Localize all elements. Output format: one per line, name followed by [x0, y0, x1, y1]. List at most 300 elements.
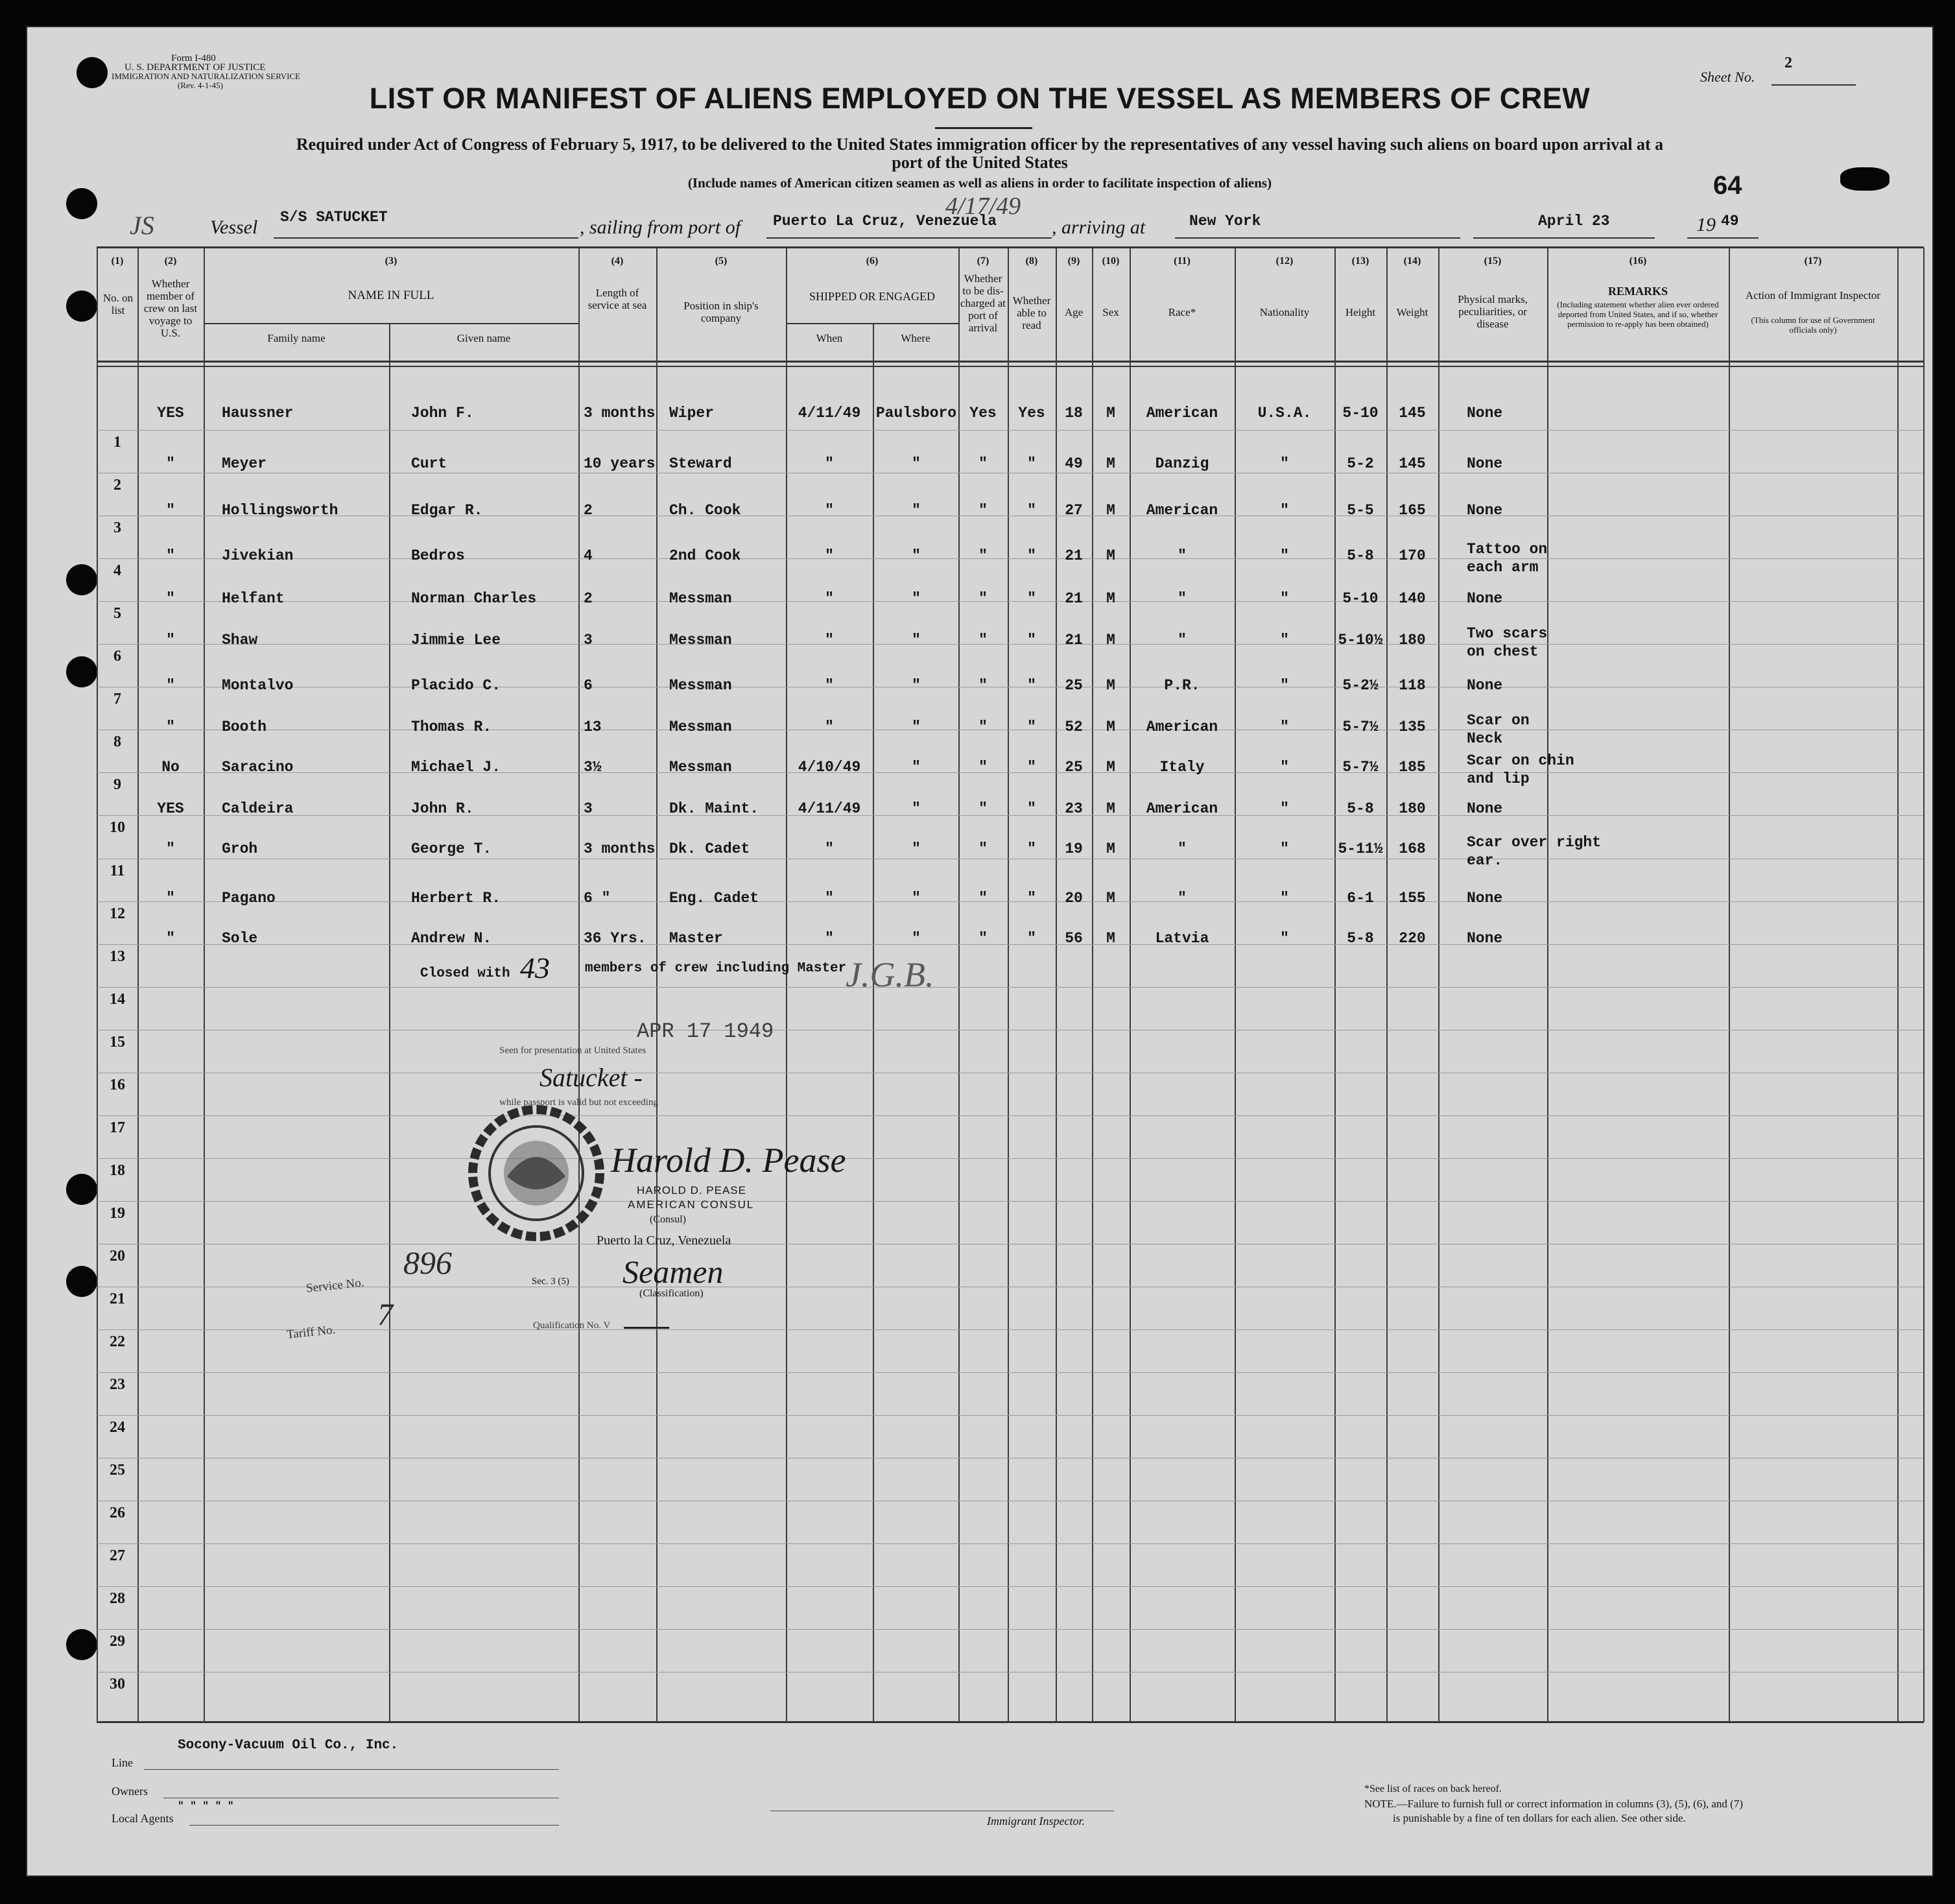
sailing-label: , sailing from port of [580, 217, 741, 238]
punch-hole [66, 188, 97, 219]
cell-weight: 168 [1399, 840, 1426, 857]
cell-given-name: Norman Charles [411, 590, 537, 607]
header-no-on-list: No. on list [102, 292, 134, 316]
cell-position: Dk. Cadet [669, 840, 750, 857]
cell-given-name: Placido C. [411, 677, 501, 694]
cell-family-name: Jivekian [222, 547, 294, 564]
cell-age: 25 [1065, 677, 1083, 694]
cell-physical-marks: None [1467, 930, 1503, 947]
cell-family-name: Hollingsworth [222, 502, 338, 519]
service-label: Service No. [305, 1276, 365, 1296]
cell-physical-marks-line2: each arm [1467, 559, 1539, 576]
cell-height: 5-7½ [1342, 719, 1379, 735]
cell-family-name: Shaw [222, 632, 258, 649]
cell-race: " [1178, 890, 1187, 907]
col-number: (5) [715, 256, 728, 267]
cell-where: " [912, 930, 921, 947]
row-guide-line [97, 1372, 1923, 1373]
cell-nationality: U.S.A. [1257, 405, 1312, 422]
cell-length-of-service: 36 Yrs. [584, 930, 646, 947]
cell-when: 4/10/49 [798, 759, 861, 776]
stamp-by-line: Satucket - [539, 1063, 643, 1092]
cell-physical-marks: None [1467, 502, 1503, 519]
cell-sex: M [1106, 719, 1115, 735]
sheet-number: 2 [1784, 54, 1792, 71]
header-given-name: Given name [456, 332, 511, 344]
cell-able-to-read: " [1027, 800, 1036, 817]
cell-height: 5-11½ [1338, 840, 1383, 857]
cell-nationality: " [1280, 759, 1289, 776]
stamp-seen-text: Seen for presentation at United States [499, 1045, 646, 1056]
row-number: 4 [113, 562, 121, 579]
cell-given-name: John R. [411, 800, 474, 817]
cell-when: " [825, 719, 834, 735]
punch-hole [66, 1629, 97, 1660]
fine-note-line1: NOTE.—Failure to furnish full or correct information in columns (3), (5), (6), and (7) [1364, 1798, 1743, 1810]
cell-able-to-read: " [1027, 930, 1036, 947]
col-number: (4) [611, 256, 624, 267]
cell-able-to-read: " [1027, 840, 1036, 857]
cell-discharged: " [978, 930, 988, 947]
cell-member: " [166, 840, 175, 857]
inspector-initials: J.G.B. [846, 955, 934, 994]
punch-hole [66, 656, 97, 687]
agent-ditto-marks: " " " " " [178, 1800, 234, 1812]
revision-date: (Rev. 4-1-45) [178, 80, 223, 90]
cell-race: Latvia [1155, 930, 1209, 947]
cell-age: 27 [1065, 502, 1083, 519]
handwritten-date: 4/17/49 [945, 193, 1021, 220]
cell-where: " [912, 502, 921, 519]
row-number: 23 [110, 1376, 125, 1393]
cell-physical-marks: None [1467, 455, 1503, 472]
cell-nationality: " [1280, 840, 1289, 857]
department-line: U. S. DEPARTMENT OF JUSTICE [124, 62, 266, 73]
cell-length-of-service: 13 [584, 719, 602, 735]
cell-discharged: " [978, 677, 988, 694]
row-number: 3 [113, 519, 121, 536]
cell-sex: M [1106, 759, 1115, 776]
qualification-text: Qualification No. V [533, 1320, 611, 1331]
cell-age: 52 [1065, 719, 1083, 735]
table-header-bottom-double [97, 366, 1924, 367]
row-guide-line [97, 1115, 1923, 1116]
cell-member: " [166, 547, 175, 564]
header-physical-marks: Physical marks, peculiarities, or disease [1458, 293, 1528, 330]
cell-length-of-service: 6 " [584, 890, 611, 907]
cell-member: " [166, 719, 175, 735]
cell-age: 25 [1065, 759, 1083, 776]
cell-physical-marks: None [1467, 800, 1503, 817]
shipped-subheader-line [786, 323, 958, 324]
cell-position: Messman [669, 632, 732, 649]
cell-age: 21 [1065, 590, 1083, 607]
cell-nationality: " [1280, 455, 1289, 472]
cell-when: " [825, 632, 834, 649]
sheet-label: Sheet No. [1700, 69, 1755, 85]
cell-physical-marks-line2: Neck [1467, 730, 1503, 747]
cell-race: " [1178, 632, 1187, 649]
arrival-date: April 23 [1538, 213, 1610, 230]
owners-label: Owners [112, 1785, 148, 1798]
cell-weight: 140 [1399, 590, 1426, 607]
cell-when: " [825, 890, 834, 907]
cell-race: American [1146, 405, 1218, 422]
cell-weight: 180 [1399, 632, 1426, 649]
service-number: 896 [403, 1244, 452, 1281]
cell-able-to-read: Yes [1018, 405, 1045, 422]
cell-sex: M [1106, 455, 1115, 472]
header-remarks: REMARKS [1607, 285, 1668, 298]
row-guide-line [97, 430, 1923, 431]
agents-label: Local Agents [112, 1812, 174, 1825]
cell-weight: 165 [1399, 502, 1426, 519]
cell-discharged: " [978, 890, 988, 907]
cell-family-name: Groh [222, 840, 258, 857]
stamp-valid-text: while passport is valid but not exceeding [499, 1097, 658, 1108]
cell-age: 49 [1065, 455, 1083, 472]
line-label: Line [112, 1756, 133, 1769]
cell-member: No [161, 759, 180, 776]
cell-height: 5-10 [1342, 405, 1379, 422]
row-number: 20 [110, 1248, 125, 1265]
row-guide-line [97, 1329, 1923, 1330]
service-line: IMMIGRATION AND NATURALIZATION SERVICE [112, 71, 301, 81]
closed-with-text: members of crew including Master [585, 961, 847, 976]
cell-length-of-service: 6 [584, 677, 593, 694]
row-number: 21 [110, 1291, 125, 1307]
cell-member: " [166, 502, 175, 519]
year-underline [1687, 237, 1759, 239]
company-name: Socony-Vacuum Oil Co., Inc. [178, 1738, 399, 1753]
cell-family-name: Montalvo [222, 677, 294, 694]
header-race: Race* [1168, 306, 1196, 318]
cell-when: " [825, 502, 834, 519]
col-number: (14) [1403, 256, 1421, 267]
row-number: 22 [110, 1333, 125, 1350]
row-guide-line [97, 987, 1923, 988]
row-number: 8 [113, 733, 121, 750]
header-height: Height [1345, 306, 1376, 318]
row-number: 19 [110, 1205, 125, 1222]
subtitle-note: (Include names of American citizen seamen as well as aliens in order to facilitate inspection of aliens) [687, 175, 1272, 191]
cell-nationality: " [1280, 677, 1289, 694]
cell-discharged: " [978, 547, 988, 564]
cell-position: Messman [669, 677, 732, 694]
cell-position: Ch. Cook [669, 502, 741, 519]
header-action: Action of Immigrant Inspector [1745, 289, 1881, 302]
cell-where: " [912, 677, 921, 694]
header-weight: Weight [1396, 306, 1428, 318]
col-number: (2) [164, 256, 177, 267]
header-remarks-note: (Including statement whether alien ever ordered deported from United States, and if so, whether permission to re-apply has been obtained) [1557, 300, 1719, 329]
cell-race: Danzig [1155, 455, 1209, 472]
row-number: 15 [110, 1034, 125, 1051]
cell-race: Italy [1159, 759, 1205, 776]
cell-when: " [825, 590, 834, 607]
cell-race: American [1146, 719, 1218, 735]
cell-physical-marks: None [1467, 590, 1503, 607]
cell-sex: M [1106, 930, 1115, 947]
cell-age: 19 [1065, 840, 1083, 857]
col-number: (17) [1804, 256, 1822, 267]
cell-sex: M [1106, 590, 1115, 607]
cell-position: Wiper [669, 405, 715, 422]
row-guide-line [97, 1415, 1923, 1416]
cell-able-to-read: " [1027, 759, 1036, 776]
cell-able-to-read: " [1027, 719, 1036, 735]
subtitle-line2: port of the United States [892, 153, 1068, 172]
cell-given-name: George T. [411, 840, 492, 857]
cell-where: " [912, 800, 921, 817]
cell-given-name: Andrew N. [411, 930, 492, 947]
cell-height: 5-8 [1347, 930, 1374, 947]
cell-discharged: " [978, 455, 988, 472]
cell-given-name: Bedros [411, 547, 465, 564]
cell-length-of-service: 10 years [584, 455, 656, 472]
row-number: 14 [110, 991, 125, 1008]
cell-when: " [825, 547, 834, 564]
cell-where: " [912, 590, 921, 607]
cell-position: 2nd Cook [669, 547, 741, 564]
header-position: Position in ship's company [683, 300, 759, 324]
column-divider [873, 323, 874, 1722]
col-number: (10) [1102, 256, 1120, 267]
cell-height: 5-2½ [1342, 677, 1379, 694]
cell-weight: 220 [1399, 930, 1426, 947]
cell-race: P.R. [1164, 677, 1200, 694]
tariff-number: 7 [377, 1298, 393, 1332]
cell-weight: 170 [1399, 547, 1426, 564]
vessel-name: S/S SATUCKET [280, 209, 388, 226]
cell-nationality: " [1280, 547, 1289, 564]
cell-family-name: Pagano [222, 890, 276, 907]
row-number: 24 [110, 1419, 125, 1436]
cell-physical-marks: Scar on [1467, 712, 1530, 729]
cell-sex: M [1106, 677, 1115, 694]
cell-given-name: Herbert R. [411, 890, 501, 907]
cell-nationality: " [1280, 590, 1289, 607]
cell-nationality: " [1280, 502, 1289, 519]
header-able-to-read: Whether able to read [1012, 294, 1051, 331]
departure-port: Puerto La Cruz, Venezuela [773, 213, 997, 230]
cell-discharged: " [978, 590, 988, 607]
cell-age: 23 [1065, 800, 1083, 817]
header-sex: Sex [1102, 306, 1119, 318]
row-guide-line [97, 1158, 1923, 1159]
col-number: (3) [385, 256, 397, 267]
col-number: (13) [1351, 256, 1369, 267]
cell-sex: M [1106, 405, 1115, 422]
table-top-border [97, 246, 1924, 248]
cell-sex: M [1106, 890, 1115, 907]
agents-underline [189, 1825, 559, 1826]
cell-family-name: Meyer [222, 455, 267, 472]
row-guide-line [97, 1201, 1923, 1202]
cell-where: " [912, 759, 921, 776]
consul-signature: Harold D. Pease [611, 1141, 846, 1180]
col-number: (12) [1275, 256, 1294, 267]
cell-weight: 180 [1399, 800, 1426, 817]
cell-family-name: Sole [222, 930, 258, 947]
punch-hole [66, 564, 97, 595]
cell-able-to-read: " [1027, 455, 1036, 472]
cell-race: " [1178, 590, 1187, 607]
arrival-underline [1175, 237, 1460, 239]
cell-sex: M [1106, 502, 1115, 519]
consul-role: (Consul) [650, 1214, 686, 1225]
tariff-label: Tariff No. [286, 1323, 337, 1342]
cell-race: American [1146, 502, 1218, 519]
row-guide-line [97, 1629, 1923, 1630]
row-number: 2 [113, 477, 121, 494]
col-number: (9) [1067, 256, 1080, 267]
cell-sex: M [1106, 800, 1115, 817]
cell-height: 5-10 [1342, 590, 1379, 607]
stamp-date: APR 17 1949 [637, 1019, 774, 1043]
table-header-bottom [97, 361, 1924, 363]
punch-hole [66, 291, 97, 322]
cell-position: Master [669, 930, 723, 947]
cell-sex: M [1106, 632, 1115, 649]
cell-position: Messman [669, 719, 732, 735]
cell-discharged: " [978, 840, 988, 857]
cell-position: Messman [669, 759, 732, 776]
cell-height: 6-1 [1347, 890, 1374, 907]
cell-age: 18 [1065, 405, 1083, 422]
row-number: 25 [110, 1462, 125, 1479]
section-text: Sec. 3 (5) [532, 1276, 569, 1287]
column-divider [1923, 248, 1925, 1722]
header-shipped-or-engaged: SHIPPED OR ENGAGED [809, 290, 935, 303]
cell-where: Paulsboro [875, 405, 957, 422]
cell-member: " [166, 590, 175, 607]
col-number: (16) [1629, 256, 1647, 267]
col-number: (1) [111, 256, 124, 267]
races-note: *See list of races on back hereof. [1364, 1783, 1502, 1794]
cell-nationality: " [1280, 800, 1289, 817]
punch-hole [66, 1266, 97, 1297]
row-number: 18 [110, 1162, 125, 1179]
cell-sex: M [1106, 547, 1115, 564]
cell-member: YES [157, 800, 184, 817]
cell-when: " [825, 840, 834, 857]
cell-discharged: " [978, 759, 988, 776]
header-discharged: Whether to be dis-charged at port of arrival [960, 272, 1006, 334]
cell-member: " [166, 890, 175, 907]
cell-height: 5-7½ [1342, 759, 1379, 776]
cell-race: American [1146, 800, 1218, 817]
cell-when: " [825, 930, 834, 947]
row-number: 26 [110, 1505, 125, 1521]
cell-family-name: Haussner [222, 405, 294, 422]
cell-when: " [825, 455, 834, 472]
row-number: 13 [110, 948, 125, 965]
line-underline [144, 1769, 559, 1770]
name-subheader-line [204, 323, 578, 324]
cell-race: " [1178, 547, 1187, 564]
col-number: (7) [977, 256, 989, 267]
col-number: (8) [1025, 256, 1038, 267]
row-number: 27 [110, 1547, 125, 1564]
cell-given-name: Michael J. [411, 759, 501, 776]
row-number: 7 [113, 691, 121, 708]
page-number: 64 [1713, 171, 1742, 200]
consul-name: HAROLD D. PEASE [637, 1184, 746, 1196]
cell-given-name: Thomas R. [411, 719, 492, 735]
cell-weight: 185 [1399, 759, 1426, 776]
cell-where: " [912, 632, 921, 649]
cell-discharged: " [978, 502, 988, 519]
consul-place: Puerto la Cruz, Venezuela [597, 1233, 731, 1248]
col-number: (11) [1174, 256, 1191, 267]
cell-physical-marks: None [1467, 677, 1503, 694]
cell-weight: 145 [1399, 455, 1426, 472]
row-number: 29 [110, 1633, 125, 1650]
cell-position: Eng. Cadet [669, 890, 759, 907]
cell-height: 5-10½ [1338, 632, 1383, 649]
cell-when: " [825, 677, 834, 694]
cell-family-name: Caldeira [222, 800, 294, 817]
cell-member: " [166, 632, 175, 649]
header-where: Where [901, 332, 930, 344]
header-member-of-crew: Whether member of crew on last voyage to U.S. [143, 278, 198, 339]
cell-given-name: Edgar R. [411, 502, 483, 519]
cell-where: " [912, 455, 921, 472]
cell-height: 5-2 [1347, 455, 1374, 472]
cell-able-to-read: " [1027, 502, 1036, 519]
cell-given-name: Jimmie Lee [411, 632, 501, 649]
row-number: 11 [110, 863, 125, 879]
cell-weight: 155 [1399, 890, 1426, 907]
col-number: (6) [866, 256, 879, 267]
row-guide-line [97, 1586, 1923, 1587]
vessel-label: Vessel [210, 217, 258, 238]
cell-height: 5-8 [1347, 547, 1374, 564]
cell-able-to-read: " [1027, 590, 1036, 607]
cell-physical-marks: Scar over right [1467, 834, 1602, 851]
col-number: (15) [1484, 256, 1502, 267]
date-underline [1473, 237, 1655, 239]
cell-where: " [912, 890, 921, 907]
cell-length-of-service: 3 months [584, 840, 656, 857]
cell-member: " [166, 455, 175, 472]
cell-length-of-service: 2 [584, 590, 593, 607]
row-number: 9 [113, 776, 121, 793]
cell-age: 56 [1065, 930, 1083, 947]
cell-age: 21 [1065, 547, 1083, 564]
cell-weight: 145 [1399, 405, 1426, 422]
cell-height: 5-5 [1347, 502, 1374, 519]
cell-nationality: " [1280, 719, 1289, 735]
subtitle-line1: Required under Act of Congress of February 5, 1917, to be delivered to the United States immigration officer by the representatives of any vessel having such aliens on board upon arrival at a [296, 135, 1664, 154]
header-family-name: Family name [267, 332, 326, 344]
cell-length-of-service: 4 [584, 547, 593, 564]
cell-length-of-service: 3½ [584, 759, 602, 776]
cell-nationality: " [1280, 930, 1289, 947]
year-suffix: 49 [1721, 213, 1739, 230]
header-length-of-service: Length of service at sea [587, 287, 647, 311]
cell-physical-marks-line2: and lip [1467, 770, 1530, 787]
cell-where: " [912, 547, 921, 564]
cell-discharged: " [978, 632, 988, 649]
cell-given-name: John F. [411, 405, 474, 422]
cell-discharged: " [978, 800, 988, 817]
cell-able-to-read: " [1027, 890, 1036, 907]
cell-physical-marks: Scar on chin [1467, 752, 1574, 769]
row-number: 17 [110, 1119, 125, 1136]
cell-weight: 135 [1399, 719, 1426, 735]
